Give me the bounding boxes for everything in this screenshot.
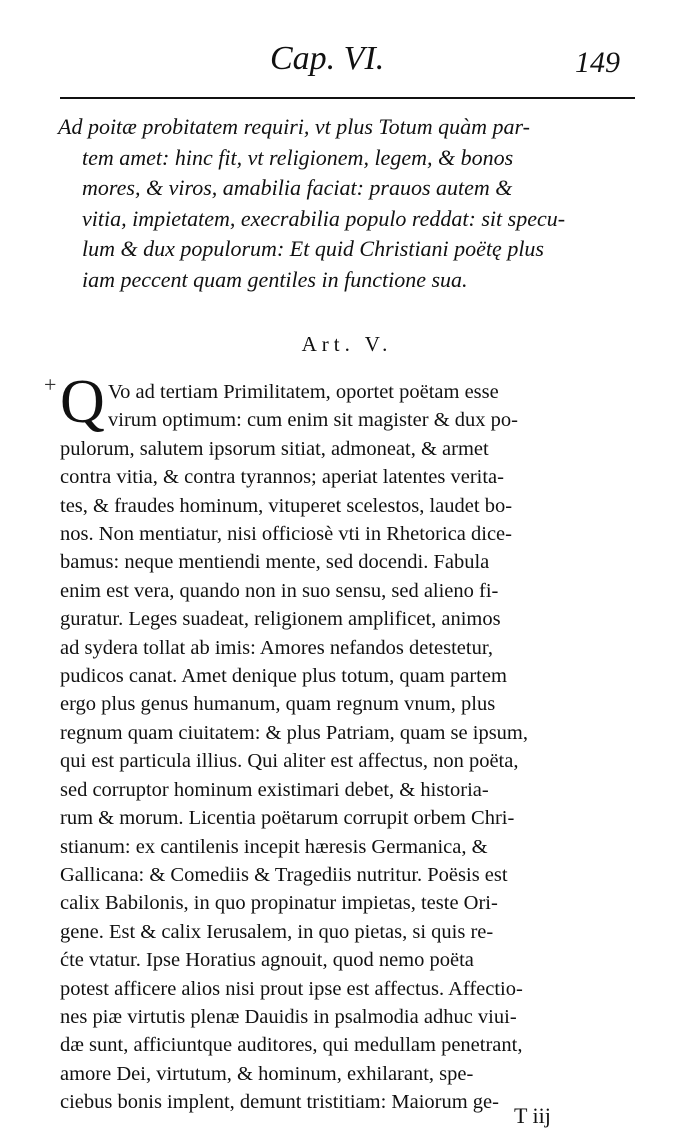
summary-line: tem amet: hinc fit, vt religionem, legem, & bonos bbox=[82, 144, 514, 170]
text-line: gene. Est & calix Ierusalem, in quo pietas, si quis re- bbox=[60, 920, 494, 943]
text-line: virum optimum: cum enim sit magister & dux po- bbox=[108, 409, 518, 432]
text-line: nes piæ virtutis plenæ Dauidis in psalmodia adhuc viui- bbox=[60, 1005, 517, 1028]
text-line: qui est particula illius. Qui aliter est affectus, non poëta, bbox=[60, 750, 519, 773]
summary-line: Ad poitæ probitatem requiri, vt plus Totum quàm par- bbox=[58, 114, 530, 139]
margin-cross-mark: + bbox=[44, 372, 57, 397]
text-line: contra vitia, & contra tyrannos; aperiat latentes verita- bbox=[60, 466, 504, 489]
text-line: nos. Non mentiatur, nisi officiosè vti in Rhetorica dice- bbox=[60, 523, 512, 546]
text-line: calix Babilonis, in quo propinatur impietas, teste Ori- bbox=[60, 892, 498, 915]
text-line: ergo plus genus humanum, quam regnum vnum, plus bbox=[60, 693, 496, 716]
summary-line: iam peccent quam gentiles in functione sua. bbox=[82, 266, 468, 292]
text-line: rum & morum. Licentia poëtarum corrupit orbem Chri- bbox=[60, 807, 515, 830]
body-text bbox=[60, 378, 650, 1117]
summary-line: lum & dux populorum: Et quid Christiani poëtę plus bbox=[82, 236, 544, 261]
text-line: amore Dei, virtutum, & hominum, exhilarant, spe- bbox=[60, 1062, 474, 1085]
drop-capital: Q bbox=[60, 368, 105, 436]
text-line: bamus: neque mentiendi mente, sed docendi. Fabula bbox=[60, 551, 490, 574]
text-line: guratur. Leges suadeat, religionem amplificet, animos bbox=[60, 608, 501, 631]
article-heading: Art. V. bbox=[301, 332, 393, 356]
chapter-summary bbox=[58, 112, 644, 295]
summary-line: mores, & viros, amabilia faciat: prauos autem & bbox=[82, 175, 513, 200]
text-line: pudicos canat. Amet denique plus totum, quam partem bbox=[60, 665, 507, 688]
text-line: stianum: ex cantilenis incepit hæresis Germanica, & bbox=[60, 835, 488, 858]
text-line: pulorum, salutem ipsorum sitiat, admoneat, & armet bbox=[60, 437, 489, 460]
header-rule bbox=[60, 97, 635, 99]
page-number: 149 bbox=[575, 46, 620, 79]
running-head bbox=[60, 40, 640, 90]
chapter-title: Cap. VI. bbox=[270, 40, 385, 77]
text-line: dæ sunt, afficiuntque auditores, qui medullam penetrant, bbox=[60, 1034, 523, 1057]
text-line: ad sydera tollat ab imis: Amores nefandos detestetur, bbox=[60, 636, 493, 659]
text-line: ćte vtatur. Ipse Horatius agnouit, quod nemo poëta bbox=[60, 949, 474, 972]
text-line: tes, & fraudes hominum, vituperet scelestos, laudet bo- bbox=[60, 494, 513, 517]
text-line: regnum quam ciuitatem: & plus Patriam, quam se ipsum, bbox=[60, 721, 529, 744]
summary-line: vitia, impietatem, execrabilia populo reddat: sit specu- bbox=[82, 205, 566, 231]
text-line: potest afficere alios nisi prout ipse est affectus. Affectio- bbox=[60, 977, 523, 1000]
text-line: Vo ad tertiam Primilitatem, oportet poëtam esse bbox=[108, 381, 499, 403]
text-line: ciebus bonis implent, demunt tristitiam: Maiorum ge- bbox=[60, 1091, 499, 1114]
catchword-signature: T iij bbox=[514, 1103, 551, 1128]
text-line: Gallicana: & Comediis & Tragediis nutritur. Poësis est bbox=[60, 863, 508, 886]
text-line: enim est vera, quando non in suo sensu, sed alieno fi- bbox=[60, 579, 499, 602]
text-line: sed corruptor hominum existimari debet, & historia- bbox=[60, 778, 489, 801]
